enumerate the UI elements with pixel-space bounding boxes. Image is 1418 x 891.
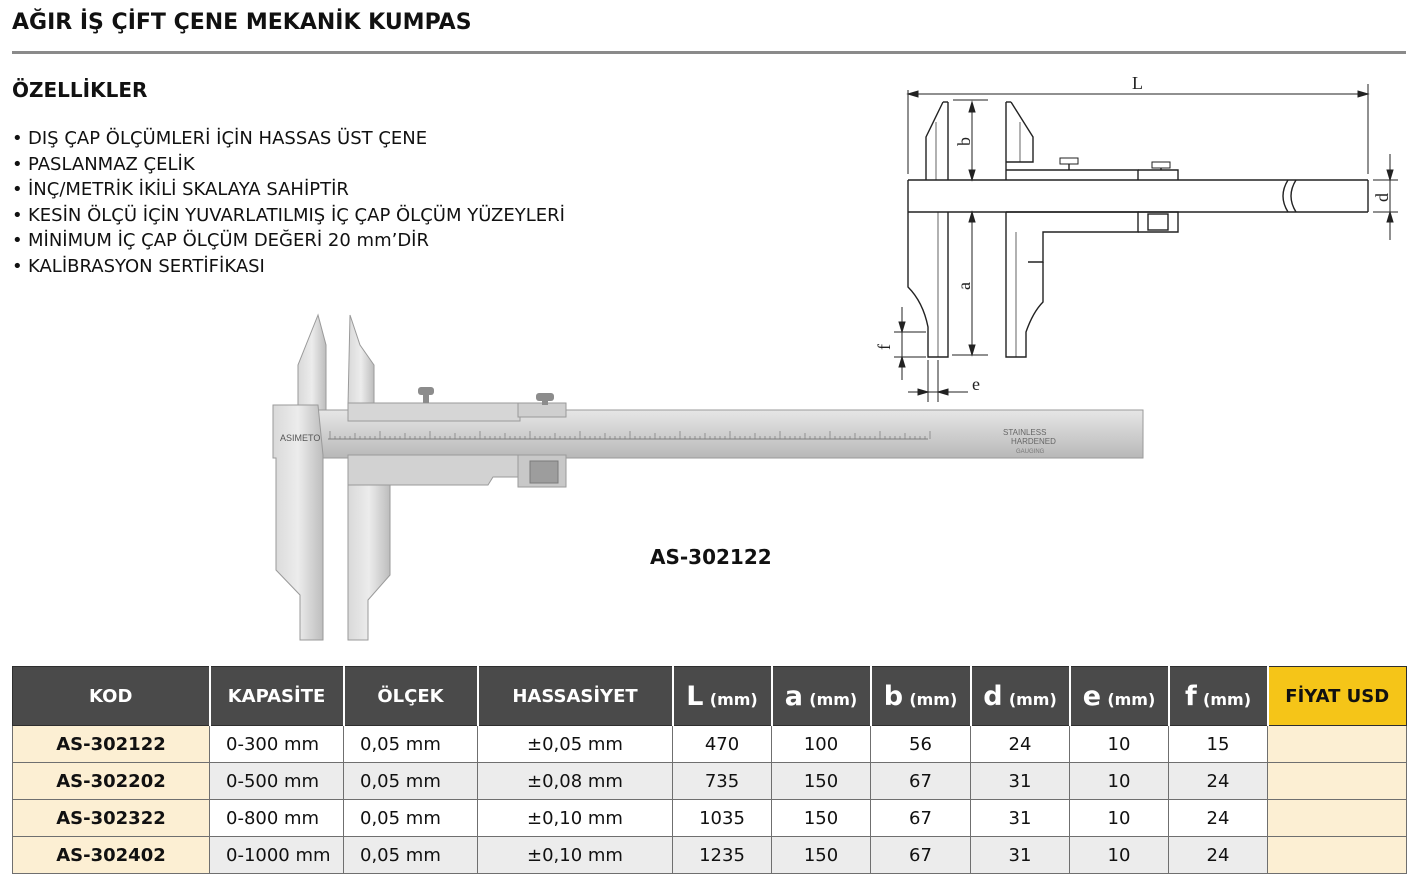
cell-d: 31 xyxy=(971,763,1070,800)
column-header-a: a (mm) xyxy=(772,667,871,726)
table-row xyxy=(13,837,1407,874)
column-header-b: b (mm) xyxy=(871,667,971,726)
cell-a: 150 xyxy=(772,837,871,874)
feature-text: DIŞ ÇAP ÖLÇÜMLERİ İÇİN HASSAS ÜST ÇENE xyxy=(28,128,428,149)
cell-kod: AS-302322 xyxy=(13,800,210,837)
dimension-label-e: e xyxy=(972,374,980,394)
dimension-label-L: L xyxy=(1132,73,1143,93)
stamp-text: STAINLESS xyxy=(1003,428,1047,437)
stamp-text: HARDENED xyxy=(1011,437,1056,446)
cell-kapasite: 0-800 mm xyxy=(210,800,344,837)
column-header-kod: KOD xyxy=(13,667,210,726)
cell-hassasiyet: ±0,08 mm xyxy=(478,763,673,800)
cell-olcek: 0,05 mm xyxy=(344,726,478,763)
dimension-label-a: a xyxy=(954,282,974,290)
feature-text: KALİBRASYON SERTİFİKASI xyxy=(28,255,265,277)
column-header-d: d (mm) xyxy=(971,667,1070,726)
cell-a: 150 xyxy=(772,763,871,800)
cell-L: 735 xyxy=(673,763,772,800)
table-row xyxy=(13,726,1407,763)
cell-kapasite: 0-1000 mm xyxy=(210,837,344,874)
bullet-icon: • xyxy=(12,230,23,252)
cell-f: 15 xyxy=(1169,726,1268,763)
table-header-row xyxy=(13,667,1407,726)
cell-a: 150 xyxy=(772,800,871,837)
cell-L: 470 xyxy=(673,726,772,763)
bullet-icon: • xyxy=(12,255,23,277)
cell-b: 56 xyxy=(871,726,971,763)
column-header-f: f (mm) xyxy=(1169,667,1268,726)
cell-d: 31 xyxy=(971,800,1070,837)
feature-text: KESİN ÖLÇÜ İÇİN YUVARLATILMIŞ İÇ ÇAP ÖLÇÜM YÜZEYLERİ xyxy=(28,204,565,226)
cell-f: 24 xyxy=(1169,800,1268,837)
bullet-icon: • xyxy=(12,128,23,149)
column-header-hassasiyet: HASSASİYET xyxy=(478,667,673,726)
dimension-drawing xyxy=(868,62,1408,412)
feature-item xyxy=(12,203,565,229)
cell-hassasiyet: ±0,05 mm xyxy=(478,726,673,763)
bullet-icon: • xyxy=(12,153,23,175)
cell-e: 10 xyxy=(1070,837,1169,874)
cell-d: 31 xyxy=(971,837,1070,874)
feature-text: İNÇ/METRİK İKİLİ SKALAYA SAHİPTİR xyxy=(28,179,349,201)
cell-kod: AS-302122 xyxy=(13,726,210,763)
cell-kapasite: 0-300 mm xyxy=(210,726,344,763)
column-header-kapasite: KAPASİTE xyxy=(210,667,344,726)
cell-e: 10 xyxy=(1070,763,1169,800)
cell-L: 1035 xyxy=(673,800,772,837)
stamp-text: GAUGING xyxy=(1016,449,1045,455)
cell-a: 100 xyxy=(772,726,871,763)
cell-b: 67 xyxy=(871,837,971,874)
cell-e: 10 xyxy=(1070,726,1169,763)
features-list xyxy=(12,126,565,280)
cell-d: 24 xyxy=(971,726,1070,763)
cell-f: 24 xyxy=(1169,837,1268,874)
table-row xyxy=(13,800,1407,837)
feature-text: PASLANMAZ ÇELİK xyxy=(28,153,195,175)
dimension-label-b: b xyxy=(954,137,974,146)
cell-hassasiyet: ±0,10 mm xyxy=(478,800,673,837)
cell-olcek: 0,05 mm xyxy=(344,837,478,874)
cell-kod: AS-302402 xyxy=(13,837,210,874)
feature-item xyxy=(12,228,565,254)
column-header-e: e (mm) xyxy=(1070,667,1169,726)
cell-b: 67 xyxy=(871,763,971,800)
cell-kod: AS-302202 xyxy=(13,763,210,800)
cell-olcek: 0,05 mm xyxy=(344,763,478,800)
cell-fiyat xyxy=(1268,763,1407,800)
cell-e: 10 xyxy=(1070,800,1169,837)
cell-kapasite: 0-500 mm xyxy=(210,763,344,800)
brand-logo: ASIMETO xyxy=(280,433,321,443)
cell-f: 24 xyxy=(1169,763,1268,800)
cell-fiyat xyxy=(1268,726,1407,763)
table-row xyxy=(13,763,1407,800)
cell-hassasiyet: ±0,10 mm xyxy=(478,837,673,874)
specification-table xyxy=(12,666,1407,874)
product-code-label: AS-302122 xyxy=(650,545,772,569)
feature-item xyxy=(12,152,565,178)
column-header-olcek: ÖLÇEK xyxy=(344,667,478,726)
features-heading: ÖZELLİKLER xyxy=(12,78,148,102)
title-divider xyxy=(12,51,1406,54)
dimension-label-f: f xyxy=(874,344,894,350)
feature-item xyxy=(12,254,565,280)
dimension-label-d: d xyxy=(1372,193,1392,202)
column-header-fiyat: FİYAT USD xyxy=(1268,667,1407,726)
column-header-L: L (mm) xyxy=(673,667,772,726)
bullet-icon: • xyxy=(12,204,23,226)
cell-b: 67 xyxy=(871,800,971,837)
feature-item xyxy=(12,126,565,152)
page-title: AĞIR İŞ ÇİFT ÇENE MEKANİK KUMPAS xyxy=(12,10,472,35)
feature-text: MİNİMUM İÇ ÇAP ÖLÇÜM DEĞERİ 20 mm’DİR xyxy=(28,230,430,252)
bullet-icon: • xyxy=(12,179,23,201)
cell-fiyat xyxy=(1268,837,1407,874)
cell-fiyat xyxy=(1268,800,1407,837)
cell-L: 1235 xyxy=(673,837,772,874)
feature-item xyxy=(12,177,565,203)
cell-olcek: 0,05 mm xyxy=(344,800,478,837)
